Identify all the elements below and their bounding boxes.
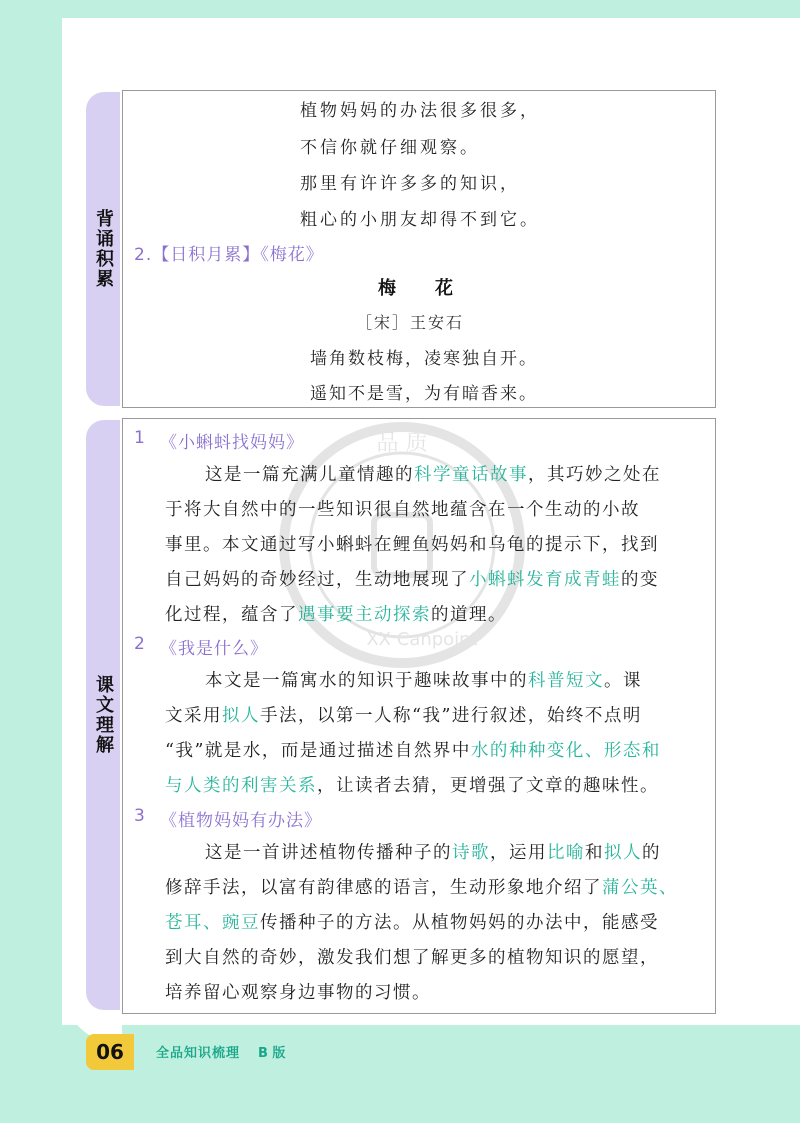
section-text-line [165, 909, 659, 934]
plum-title: 梅 花 [378, 278, 454, 299]
section-text-line [165, 979, 431, 1004]
highlight-text: 科普短文 [528, 671, 604, 691]
tab-understanding-label: 课文理解 [93, 675, 114, 755]
book-edition: B 版 [258, 1046, 286, 1061]
body-text: 这是一篇充满儿童情趣的 [205, 465, 414, 485]
section-text-line [165, 944, 659, 969]
highlight-text: 科学童话故事 [414, 465, 528, 485]
section-text-line [205, 461, 661, 486]
highlight-text: 诗歌 [452, 843, 490, 863]
section-number: 3 [134, 806, 145, 826]
highlight-text: 水的种种变化、形态和 [470, 741, 661, 761]
body-text: ，运用 [490, 843, 547, 863]
poem-line: 那里有许许多多的知识， [300, 174, 520, 194]
body-text: ，让读者去猜，更增强了文章的趣味性。 [317, 776, 659, 796]
stamp-bottom-text: XX Canpoint [366, 629, 478, 650]
section-number: 2 [134, 634, 145, 654]
body-text: 修辞手法，以富有韵律感的语言，生动形象地介绍了 [165, 878, 602, 898]
poem-line: 不信你就仔细观察。 [300, 138, 480, 158]
section-number: 1 [134, 428, 145, 448]
section-title: 《我是什么》 [160, 639, 268, 659]
body-text: 这是一首讲述植物传播种子的 [205, 843, 452, 863]
body-text: 化过程，蕴含了 [165, 605, 298, 625]
body-text: 自己妈妈的奇妙经过，生动地展现了 [165, 570, 469, 590]
body-text: 的道理。 [431, 605, 507, 625]
body-text: 本文是一篇寓水的知识于趣味故事中的 [205, 671, 528, 691]
body-text: ，其巧妙之处在 [528, 465, 661, 485]
highlight-text: 拟人 [604, 843, 642, 863]
tab-understanding [86, 420, 120, 1010]
section-text-line [205, 839, 661, 864]
section-text-line [205, 667, 642, 692]
highlight-text: 蒲公英、 [602, 878, 678, 898]
plum-line: 遥知不是雪，为有暗香来。 [310, 384, 538, 404]
top-band [0, 0, 800, 18]
section-text-line [165, 601, 507, 626]
body-text: 到大自然的奇妙，激发我们想了解更多的植物知识的愿望， [165, 948, 659, 968]
section-text-line [165, 737, 661, 762]
plum-line: 墙角数枝梅，凌寒独自开。 [310, 349, 538, 369]
left-band [0, 18, 62, 1058]
section-text-line [165, 772, 659, 797]
tab-recite-label: 背诵积累 [93, 209, 114, 289]
body-text: “我”就是水，而是通过描述自然界中 [165, 741, 471, 761]
body-text: 手法，以第一人称“我”进行叙述，始终不点明 [260, 706, 642, 726]
section-text-line [165, 702, 642, 727]
highlight-text: 比喻 [547, 843, 585, 863]
highlight-text: 遇事要主动探索 [298, 605, 431, 625]
section-text-line [165, 874, 678, 899]
highlight-text: 苍耳、豌豆 [165, 913, 260, 933]
section-title: 《小蝌蚪找妈妈》 [160, 433, 304, 453]
body-text: 培养留心观察身边事物的习惯。 [165, 983, 431, 1003]
body-text: 文采用 [165, 706, 222, 726]
item2-heading: 2.【日积月累】《梅花》 [134, 245, 324, 265]
body-text: 传播种子的方法。从植物妈妈的办法中，能感受 [260, 913, 659, 933]
section-text-line [165, 566, 659, 591]
book-title: 全品知识梳理 [156, 1046, 241, 1061]
highlight-text: 小蝌蚪发育成青蛙 [469, 570, 621, 590]
poem-line: 植物妈妈的办法很多很多， [300, 101, 540, 121]
poem-line: 粗心的小朋友却得不到它。 [300, 210, 540, 230]
body-text: 。课 [604, 671, 642, 691]
highlight-text: 拟人 [222, 706, 260, 726]
highlight-text: 与人类的利害关系 [165, 776, 317, 796]
page-number: 06 [86, 1034, 134, 1070]
body-text: 的变 [621, 570, 659, 590]
body-text: 于将大自然中的一些知识很自然地蕴含在一个生动的小故 [165, 500, 640, 520]
body-text: 事里。本文通过写小蝌蚪在鲤鱼妈妈和乌龟的提示下，找到 [165, 535, 659, 555]
body-text: 的 [642, 843, 661, 863]
body-text: 和 [585, 843, 604, 863]
plum-author: ［宋］王安石 [355, 313, 464, 332]
stamp-ring-text: 品 质 [376, 431, 428, 456]
section-title: 《植物妈妈有办法》 [160, 811, 322, 831]
section-text-line [165, 531, 659, 556]
section-text-line [165, 496, 640, 521]
